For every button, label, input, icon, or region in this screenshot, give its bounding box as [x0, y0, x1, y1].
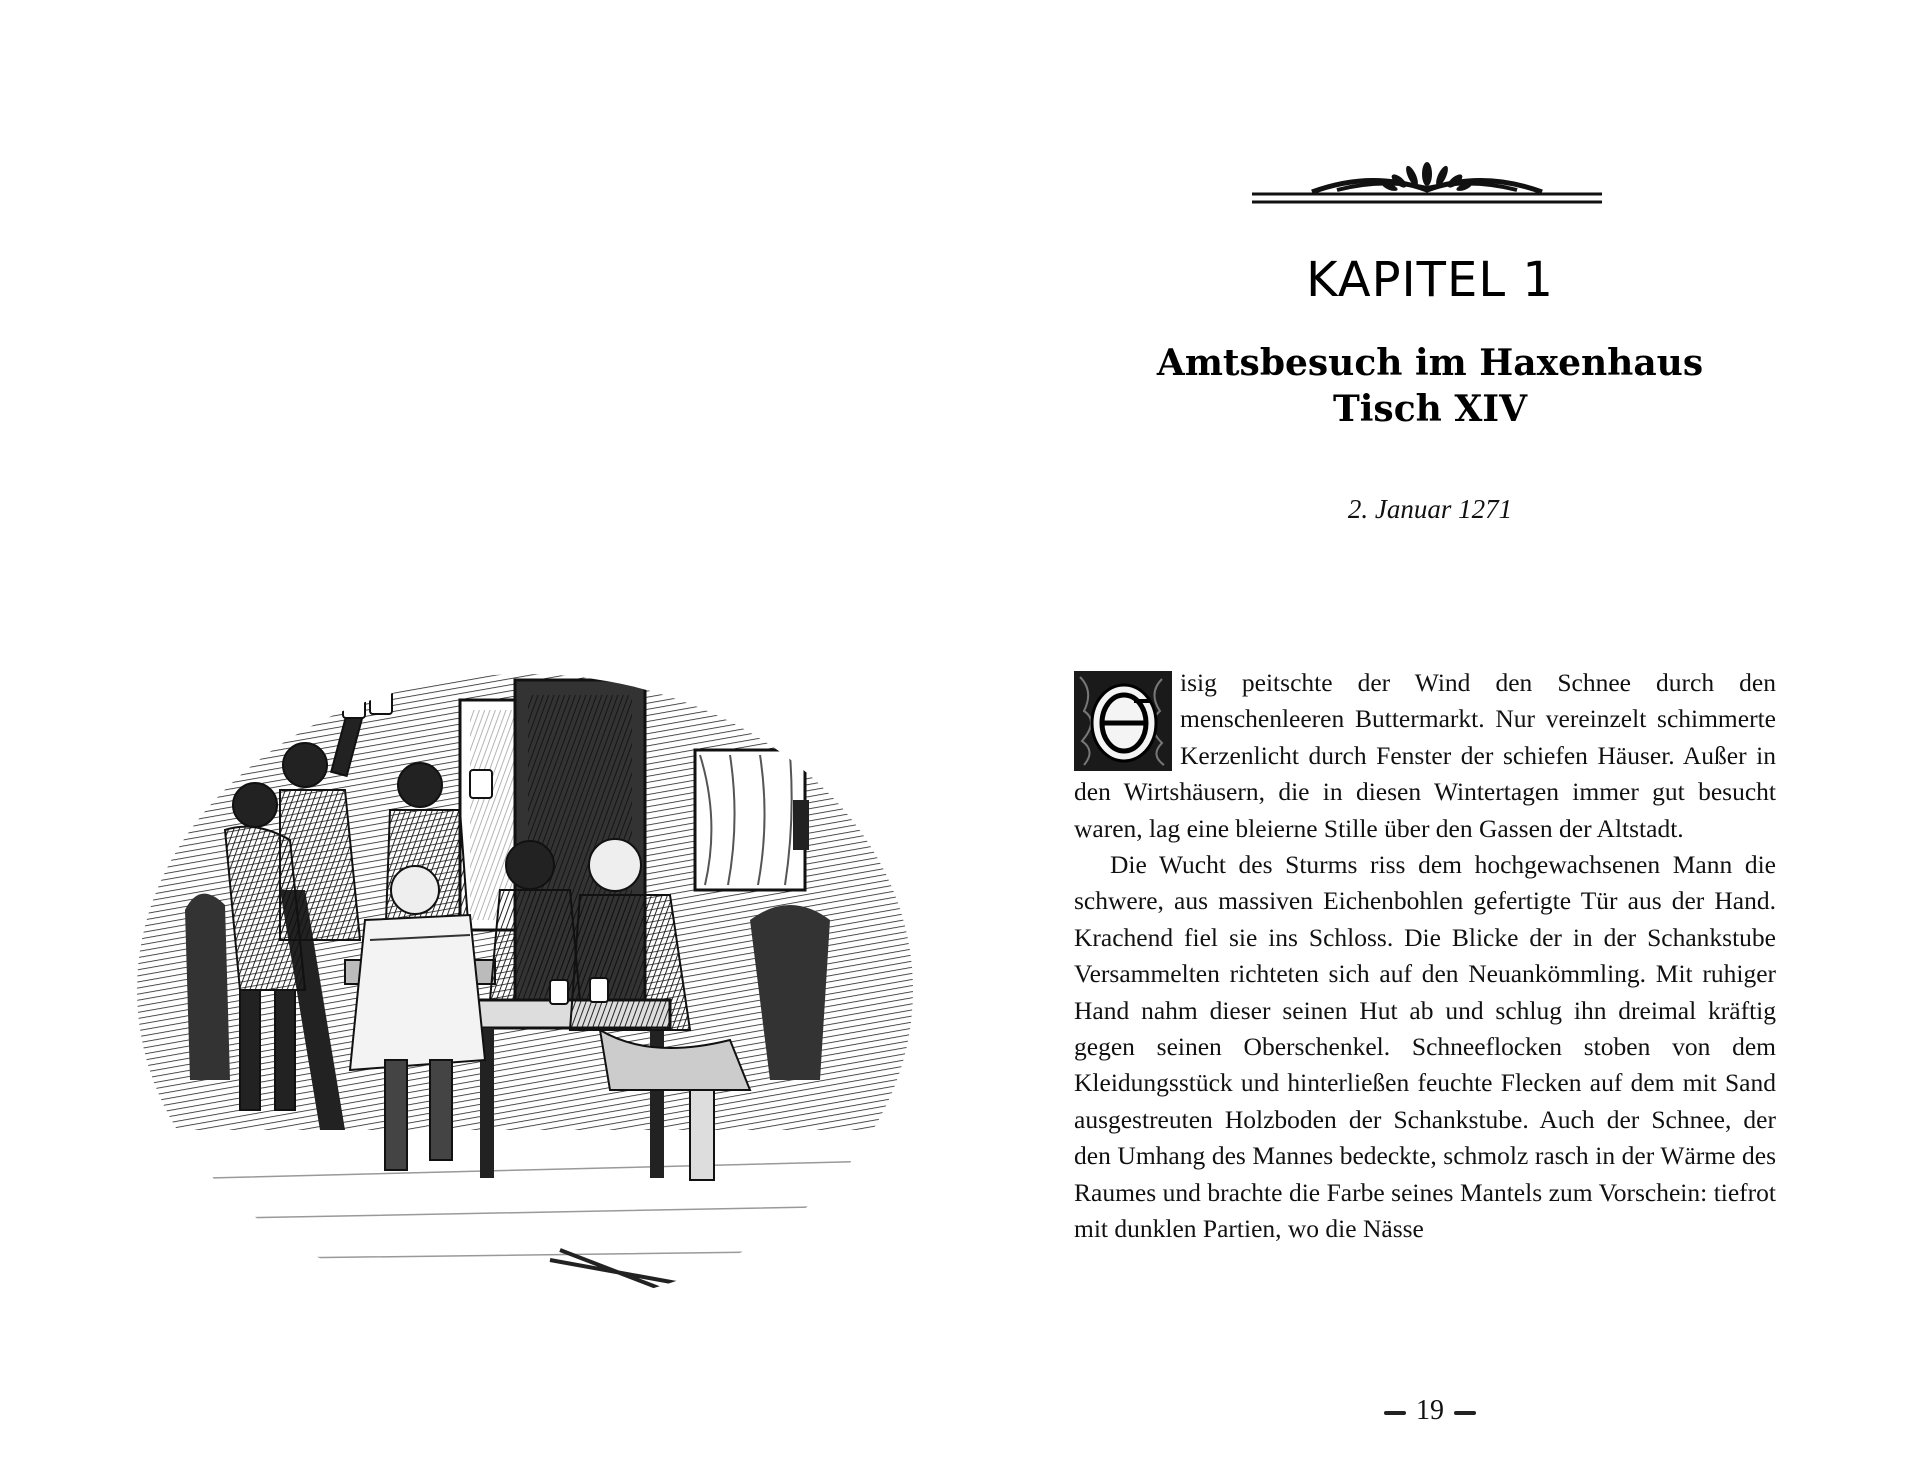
chapter-subtitle-line-2: Tisch XIV: [1332, 388, 1528, 430]
chapter-date: 2. Januar 1271: [1347, 494, 1513, 524]
dropcap-e-icon: [1074, 671, 1172, 771]
paragraph-1: [1074, 665, 1776, 847]
illuminated-initial-icon: [1074, 671, 1172, 771]
chapter-title: KAPITEL 1: [1306, 252, 1554, 308]
tavern-scene-icon: [130, 660, 920, 1310]
page-number-ornament-right: [1454, 1411, 1476, 1415]
sunburst-ornament-icon: [1252, 160, 1602, 210]
page-number: [1370, 1395, 1490, 1427]
chapter-body-text: [1074, 665, 1776, 1248]
tavern-engraving-illustration: [130, 660, 920, 1310]
page-number-value: 19: [1416, 1395, 1444, 1426]
paragraph-2: Die Wucht des Sturms riss dem hochgewachsenen Mann die schwere, aus massiven Eichenbohlen gefertigte Tür aus der Hand. Krachend fiel sie ins Schloss. Die Blicke der in der Schankstube Versammelten richteten sich auf den Neuankömmling. Mit ruhiger Hand nahm dieser seinen Hut ab und schlug ihn dreimal kräftig gegen seinen Oberschenkel. Schneeflocken stoben von dem Kleidungsstück und hinterließen feuchte Flecken auf dem mit Sand ausgestreuten Holzboden der Schankstube. Auch der Schnee, der den Umhang des Mannes bedeckte, schmolz rasch in der Wärme des Raumes und brachte die Farbe seines Mantels zum Vorschein: tiefrot mit dunklen Partien, wo die Nässe: [1074, 850, 1776, 1244]
page-number-ornament-left: [1384, 1411, 1406, 1415]
chapter-subtitle: [1150, 340, 1710, 432]
chapter-subtitle-line-1: Amtsbesuch im Haxenhaus: [1156, 342, 1704, 384]
chapter-ornament: [1252, 160, 1602, 210]
paragraph-1-text: isig peitschte der Wind den Schnee durch den menschenleeren Buttermarkt. Nur vereinzelt schimmerte Kerzenlicht durch Fenster der schiefen Häuser. Außer in den Wirtshäusern, die in diesen Wintertagen immer gut besucht waren, lag eine bleierne Stille über den Gassen der Altstadt.: [1074, 668, 1776, 843]
